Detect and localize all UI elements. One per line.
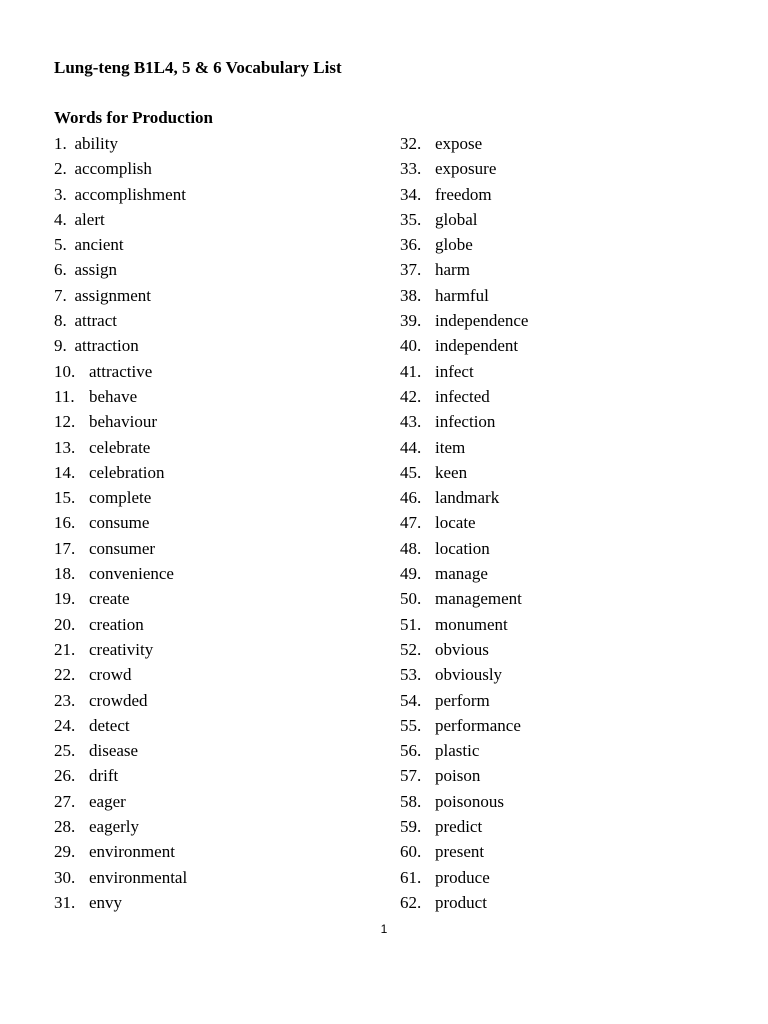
vocab-item-word: accomplishment <box>74 184 186 204</box>
vocab-item-word: drift <box>89 766 119 786</box>
vocab-item-word: global <box>435 209 478 229</box>
vocab-item-word: item <box>435 437 466 457</box>
vocab-item-word: celebrate <box>89 437 151 457</box>
vocab-item-number: 33. <box>400 159 422 179</box>
vocab-item-number: 41. <box>400 361 422 381</box>
vocab-list-item <box>400 713 720 738</box>
vocab-list-item <box>54 308 374 333</box>
vocab-list-item <box>54 510 374 535</box>
vocab-item-word: produce <box>435 867 490 887</box>
vocab-item-number: 30. <box>54 867 76 887</box>
vocab-item-number: 2. <box>54 159 67 179</box>
vocab-list-item <box>400 384 720 409</box>
vocab-item-word: consume <box>89 513 150 533</box>
section-heading: Words for Production <box>54 108 213 127</box>
vocab-list-item <box>400 257 720 282</box>
vocab-item-number: 48. <box>400 538 422 558</box>
vocab-item-word: ability <box>74 134 118 153</box>
vocab-item-number: 8. <box>54 311 67 331</box>
vocab-item-word: convenience <box>89 564 174 584</box>
vocab-item-word: monument <box>435 614 508 634</box>
vocab-list-item <box>400 460 720 485</box>
vocab-list-item <box>400 308 720 333</box>
vocab-list-item <box>400 839 720 864</box>
vocab-list-item <box>54 232 374 257</box>
vocab-list-item <box>400 814 720 839</box>
vocab-item-number: 44. <box>400 437 422 457</box>
vocab-item-word: environmental <box>89 867 188 887</box>
vocab-item-number: 6. <box>54 260 67 280</box>
vocab-item-word: environment <box>89 842 175 862</box>
vocab-item-word: landmark <box>435 488 500 508</box>
vocab-list-item <box>54 131 374 156</box>
page-number: 1 <box>380 922 388 936</box>
vocab-item-word: crowd <box>89 665 132 685</box>
vocab-item-word: attract <box>74 311 117 331</box>
vocab-item-word: create <box>89 589 130 609</box>
vocab-item-number: 38. <box>400 285 422 305</box>
vocab-item-word: harm <box>435 260 470 280</box>
vocab-item-word: envy <box>89 892 123 912</box>
vocab-item-number: 59. <box>400 817 422 837</box>
vocab-list-item <box>54 409 374 434</box>
vocab-item-number: 35. <box>400 209 422 229</box>
vocab-item-word: celebration <box>89 462 165 482</box>
vocab-item-number: 47. <box>400 513 422 533</box>
vocab-list-item <box>400 409 720 434</box>
vocab-list-item <box>54 890 374 915</box>
vocab-item-word: plastic <box>435 741 480 761</box>
vocab-item-number: 16. <box>54 513 76 533</box>
vocab-list-item <box>400 561 720 586</box>
vocab-item-number: 37. <box>400 260 422 280</box>
vocab-item-number: 4. <box>54 209 67 229</box>
vocab-list-item <box>400 688 720 713</box>
vocab-list-item <box>54 384 374 409</box>
vocab-item-word: eagerly <box>89 817 140 837</box>
vocab-item-word: freedom <box>435 184 492 204</box>
vocab-list-item <box>54 763 374 788</box>
vocab-list-item <box>54 612 374 637</box>
vocab-list-item <box>400 865 720 890</box>
vocab-list-item <box>54 460 374 485</box>
vocab-item-number: 7. <box>54 285 67 305</box>
vocab-list-item <box>400 738 720 763</box>
vocab-list-item <box>400 763 720 788</box>
vocab-item-number: 61. <box>400 867 422 887</box>
vocab-item-word: independence <box>435 311 529 331</box>
vocab-item-word: globe <box>435 235 473 255</box>
vocab-list-item <box>54 662 374 687</box>
vocab-item-number: 23. <box>54 690 76 710</box>
vocab-item-word: expose <box>435 134 483 153</box>
document-title: Lung-teng B1L4, 5 & 6 Vocabulary List <box>54 58 342 77</box>
vocab-item-number: 17. <box>54 538 76 558</box>
vocab-item-number: 5. <box>54 235 67 255</box>
vocab-item-number: 53. <box>400 665 422 685</box>
vocab-item-number: 26. <box>54 766 76 786</box>
vocab-list-item <box>54 207 374 232</box>
vocab-item-word: accomplish <box>74 159 152 179</box>
vocab-item-number: 45. <box>400 462 422 482</box>
vocab-item-number: 27. <box>54 791 76 811</box>
vocab-item-number: 32. <box>400 134 422 153</box>
vocab-list-item <box>54 814 374 839</box>
vocab-item-word: obvious <box>435 639 489 659</box>
vocab-item-word: exposure <box>435 159 497 179</box>
vocab-item-word: detect <box>89 715 130 735</box>
vocab-item-number: 22. <box>54 665 76 685</box>
vocab-item-word: predict <box>435 817 483 837</box>
vocab-item-number: 43. <box>400 412 422 432</box>
vocab-item-word: attractive <box>89 361 153 381</box>
vocab-item-word: poisonous <box>435 791 504 811</box>
vocab-item-number: 42. <box>400 386 422 406</box>
vocab-list-item <box>400 333 720 358</box>
vocab-item-word: attraction <box>74 336 139 356</box>
vocab-item-word: consumer <box>89 538 156 558</box>
vocab-list-item <box>54 561 374 586</box>
vocab-list-item <box>400 232 720 257</box>
vocab-item-word: infect <box>435 361 474 381</box>
vocab-item-word: ancient <box>74 235 124 255</box>
vocab-item-number: 20. <box>54 614 76 634</box>
word-list-column-left <box>54 131 374 915</box>
vocab-list-item <box>54 257 374 282</box>
vocab-item-word: independent <box>435 336 519 356</box>
vocab-item-word: creation <box>89 614 144 634</box>
vocab-item-number: 52. <box>400 639 422 659</box>
vocab-item-number: 9. <box>54 336 67 356</box>
vocab-item-word: keen <box>435 462 468 482</box>
vocab-list-item <box>54 688 374 713</box>
vocab-list-item <box>400 485 720 510</box>
vocab-item-word: harmful <box>435 285 489 305</box>
vocab-item-number: 58. <box>400 791 422 811</box>
vocab-item-number: 11. <box>54 386 75 406</box>
vocab-list-item <box>54 839 374 864</box>
vocab-list-item <box>400 612 720 637</box>
vocab-item-word: locate <box>435 513 476 533</box>
vocab-item-word: perform <box>435 690 490 710</box>
vocab-item-word: behaviour <box>89 412 157 432</box>
vocab-list-item <box>54 283 374 308</box>
vocab-item-number: 28. <box>54 817 76 837</box>
vocab-item-word: performance <box>435 715 521 735</box>
vocab-item-word: eager <box>89 791 126 811</box>
vocab-list-item <box>54 865 374 890</box>
vocab-list-item <box>400 637 720 662</box>
vocab-item-number: 55. <box>400 715 422 735</box>
vocab-list-item <box>400 510 720 535</box>
vocab-item-number: 36. <box>400 235 422 255</box>
vocab-item-number: 13. <box>54 437 76 457</box>
vocab-item-number: 46. <box>400 488 422 508</box>
vocab-item-number: 19. <box>54 589 76 609</box>
vocab-list-item <box>400 586 720 611</box>
vocab-item-word: management <box>435 589 522 609</box>
vocab-list-item <box>54 713 374 738</box>
vocab-list-item <box>400 182 720 207</box>
vocab-list-item <box>400 536 720 561</box>
vocab-item-number: 31. <box>54 892 76 912</box>
vocab-list-item <box>54 738 374 763</box>
vocab-list-item <box>54 156 374 181</box>
vocab-item-word: poison <box>435 766 481 786</box>
word-list-column-right <box>400 131 720 915</box>
vocab-item-number: 29. <box>54 842 76 862</box>
vocab-item-number: 60. <box>400 842 422 862</box>
vocab-list-item <box>54 182 374 207</box>
vocab-item-word: product <box>435 892 487 912</box>
vocab-item-number: 3. <box>54 184 67 204</box>
vocab-item-word: complete <box>89 488 152 508</box>
vocab-item-number: 10. <box>54 361 76 381</box>
vocab-item-word: obviously <box>435 665 503 685</box>
vocab-item-number: 57. <box>400 766 422 786</box>
vocab-list-item <box>400 156 720 181</box>
vocab-list-item <box>54 359 374 384</box>
vocab-list-item <box>400 435 720 460</box>
vocab-item-word: alert <box>74 209 105 229</box>
vocab-item-word: crowded <box>89 690 148 710</box>
vocab-item-word: behave <box>89 386 138 406</box>
vocab-item-word: assignment <box>74 285 151 305</box>
vocab-item-number: 21. <box>54 639 76 659</box>
vocab-item-number: 12. <box>54 412 76 432</box>
vocab-item-number: 14. <box>54 462 76 482</box>
vocab-list-item <box>400 283 720 308</box>
vocab-list-item <box>54 789 374 814</box>
vocab-list-item <box>54 485 374 510</box>
vocab-item-word: creativity <box>89 639 154 659</box>
vocab-list-item <box>54 435 374 460</box>
vocab-item-word: disease <box>89 741 139 761</box>
vocab-item-number: 62. <box>400 892 422 912</box>
vocab-list-item <box>54 536 374 561</box>
vocab-item-number: 24. <box>54 715 76 735</box>
vocab-item-word: location <box>435 538 490 558</box>
vocab-list-item <box>400 789 720 814</box>
vocab-list-item <box>400 890 720 915</box>
vocab-item-number: 18. <box>54 564 76 584</box>
vocab-list-item <box>400 662 720 687</box>
vocab-list-item <box>400 207 720 232</box>
vocab-item-number: 50. <box>400 589 422 609</box>
vocab-list-item <box>54 586 374 611</box>
vocab-item-word: manage <box>435 564 488 584</box>
vocab-item-number: 56. <box>400 741 422 761</box>
vocab-item-word: infection <box>435 412 496 432</box>
vocab-item-number: 1. <box>54 134 67 153</box>
vocab-item-number: 25. <box>54 741 76 761</box>
vocab-list-item <box>54 333 374 358</box>
vocab-item-word: assign <box>74 260 117 280</box>
vocab-item-word: present <box>435 842 485 862</box>
vocab-item-number: 40. <box>400 336 422 356</box>
vocab-list-item <box>400 131 720 156</box>
vocab-item-number: 49. <box>400 564 422 584</box>
vocab-list-item <box>54 637 374 662</box>
vocab-list-item <box>400 359 720 384</box>
vocab-item-number: 51. <box>400 614 422 634</box>
vocab-item-number: 39. <box>400 311 422 331</box>
vocab-item-word: infected <box>435 386 490 406</box>
vocab-item-number: 54. <box>400 690 422 710</box>
vocab-item-number: 15. <box>54 488 76 508</box>
vocab-item-number: 34. <box>400 184 422 204</box>
